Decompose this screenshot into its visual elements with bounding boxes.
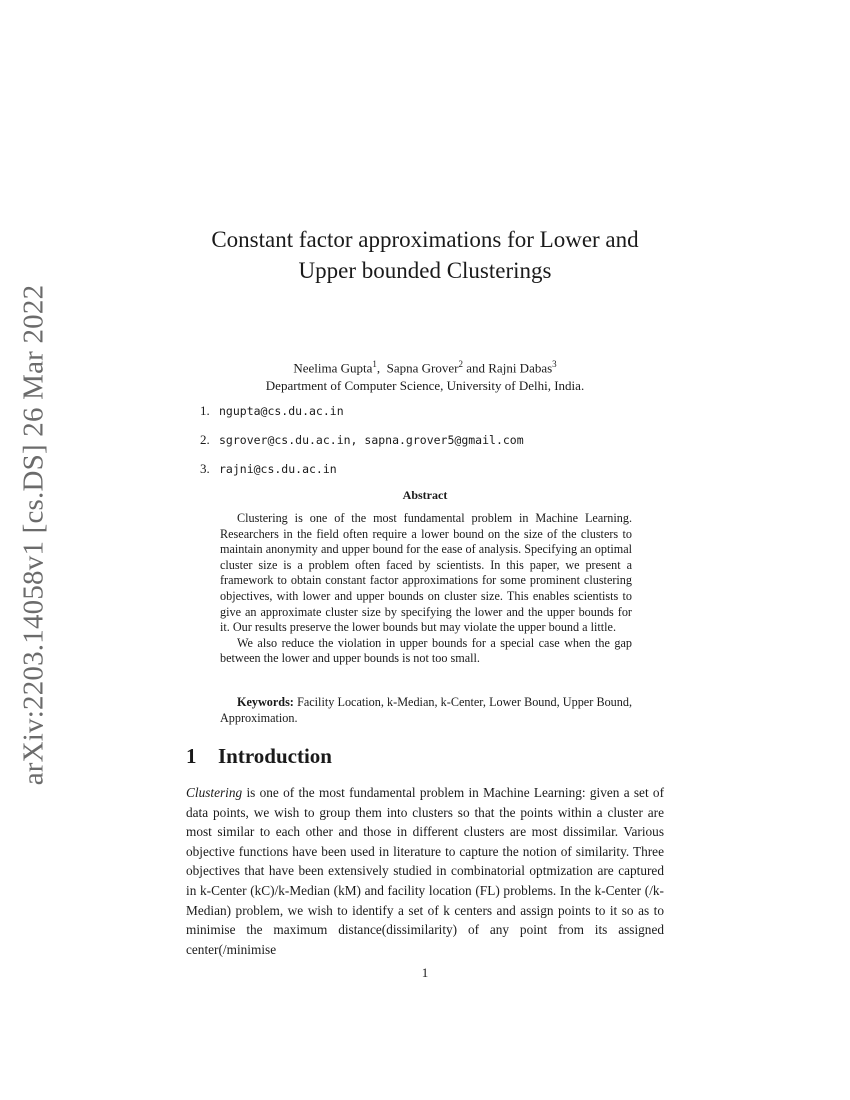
email-item	[200, 403, 524, 432]
intro-lead-term: Clustering	[186, 785, 243, 800]
author-line	[150, 355, 700, 377]
author-3-mark: 3	[552, 359, 557, 369]
arxiv-identifier-text: arXiv:2203.14058v1 [cs.DS] 26 Mar 2022	[17, 284, 50, 786]
author-separator: and	[462, 360, 489, 376]
abstract-body	[220, 511, 632, 667]
arxiv-identifier	[4, 284, 64, 786]
abstract-heading: Abstract	[402, 488, 448, 502]
author-block	[150, 355, 700, 395]
author-2-mark: 2	[458, 359, 463, 369]
author-2: Sapna Grover	[386, 360, 459, 376]
page-number: 1	[421, 965, 429, 980]
section-number: 1	[186, 744, 197, 768]
email-address[interactable]: sgrover@cs.du.ac.in, sapna.grover5@gmail.com	[219, 433, 524, 447]
abstract-paragraph-2: We also reduce the violation in upper bounds for a special case when the gap between the lower and upper bounds is not too small.	[220, 635, 632, 666]
author-1: Neelima Gupta	[293, 360, 373, 376]
author-separator: ,	[376, 360, 387, 376]
intro-paragraph	[186, 783, 664, 959]
affiliation: Department of Computer Science, University of Delhi, India.	[265, 378, 585, 394]
email-item	[200, 432, 524, 461]
email-list	[200, 403, 524, 490]
email-address[interactable]: ngupta@cs.du.ac.in	[219, 404, 344, 418]
title-line-1: Constant factor approximations for Lower and	[211, 227, 639, 252]
intro-body: is one of the most fundamental problem in Machine Learning: given a set of data points, we wish to group them into clusters so that the points within a cluster are most similar to each other and those in different clusters are most dissimilar. Various objective functions have been used in literature to capture the notion of similarity. Three objectives that have been extensively studied in combinatorial optmization are captured in k-Center (kC)/k-Median (kM) and facility location (FL) problems. In the k-Center (/k-Median) problem, we wish to identify a set of k centers and assign points to it so as to minimise the maximum distance(dissimilarity) of any point from its assigned center(/minimise	[186, 785, 665, 957]
section-heading	[186, 744, 332, 769]
keywords	[220, 694, 632, 726]
email-number: 2.	[200, 432, 210, 447]
abstract-paragraph-1: Clustering is one of the most fundamental problem in Machine Learning. Researchers in the field often require a lower bound on the size of the clusters to maintain anonymity and upper bound for the ease of analysis. Specifying an optimal cluster size is a problem often faced by scientists. In this paper, we present a framework to obtain constant factor approximations for some prominent clustering objectives, with lower and upper bounds on cluster size. This enables scientists to give an approximate cluster size by specifying the lower and the upper bounds for it. Our results preserve the lower bounds but may violate the upper bound a little.	[220, 511, 632, 635]
author-1-mark: 1	[372, 359, 377, 369]
email-number: 3.	[200, 461, 210, 476]
keywords-text: Facility Location, k-Median, k-Center, Lower Bound, Upper Bound, Approximation.	[220, 695, 633, 725]
section-title: Introduction	[218, 744, 332, 768]
author-3: Rajni Dabas	[488, 360, 553, 376]
title-line-2: Upper bounded Clusterings	[298, 258, 552, 283]
email-number: 1.	[200, 403, 210, 418]
paper-title	[150, 224, 700, 286]
email-item	[200, 461, 524, 490]
email-address[interactable]: rajni@cs.du.ac.in	[219, 462, 337, 476]
keywords-label: Keywords:	[237, 695, 294, 709]
